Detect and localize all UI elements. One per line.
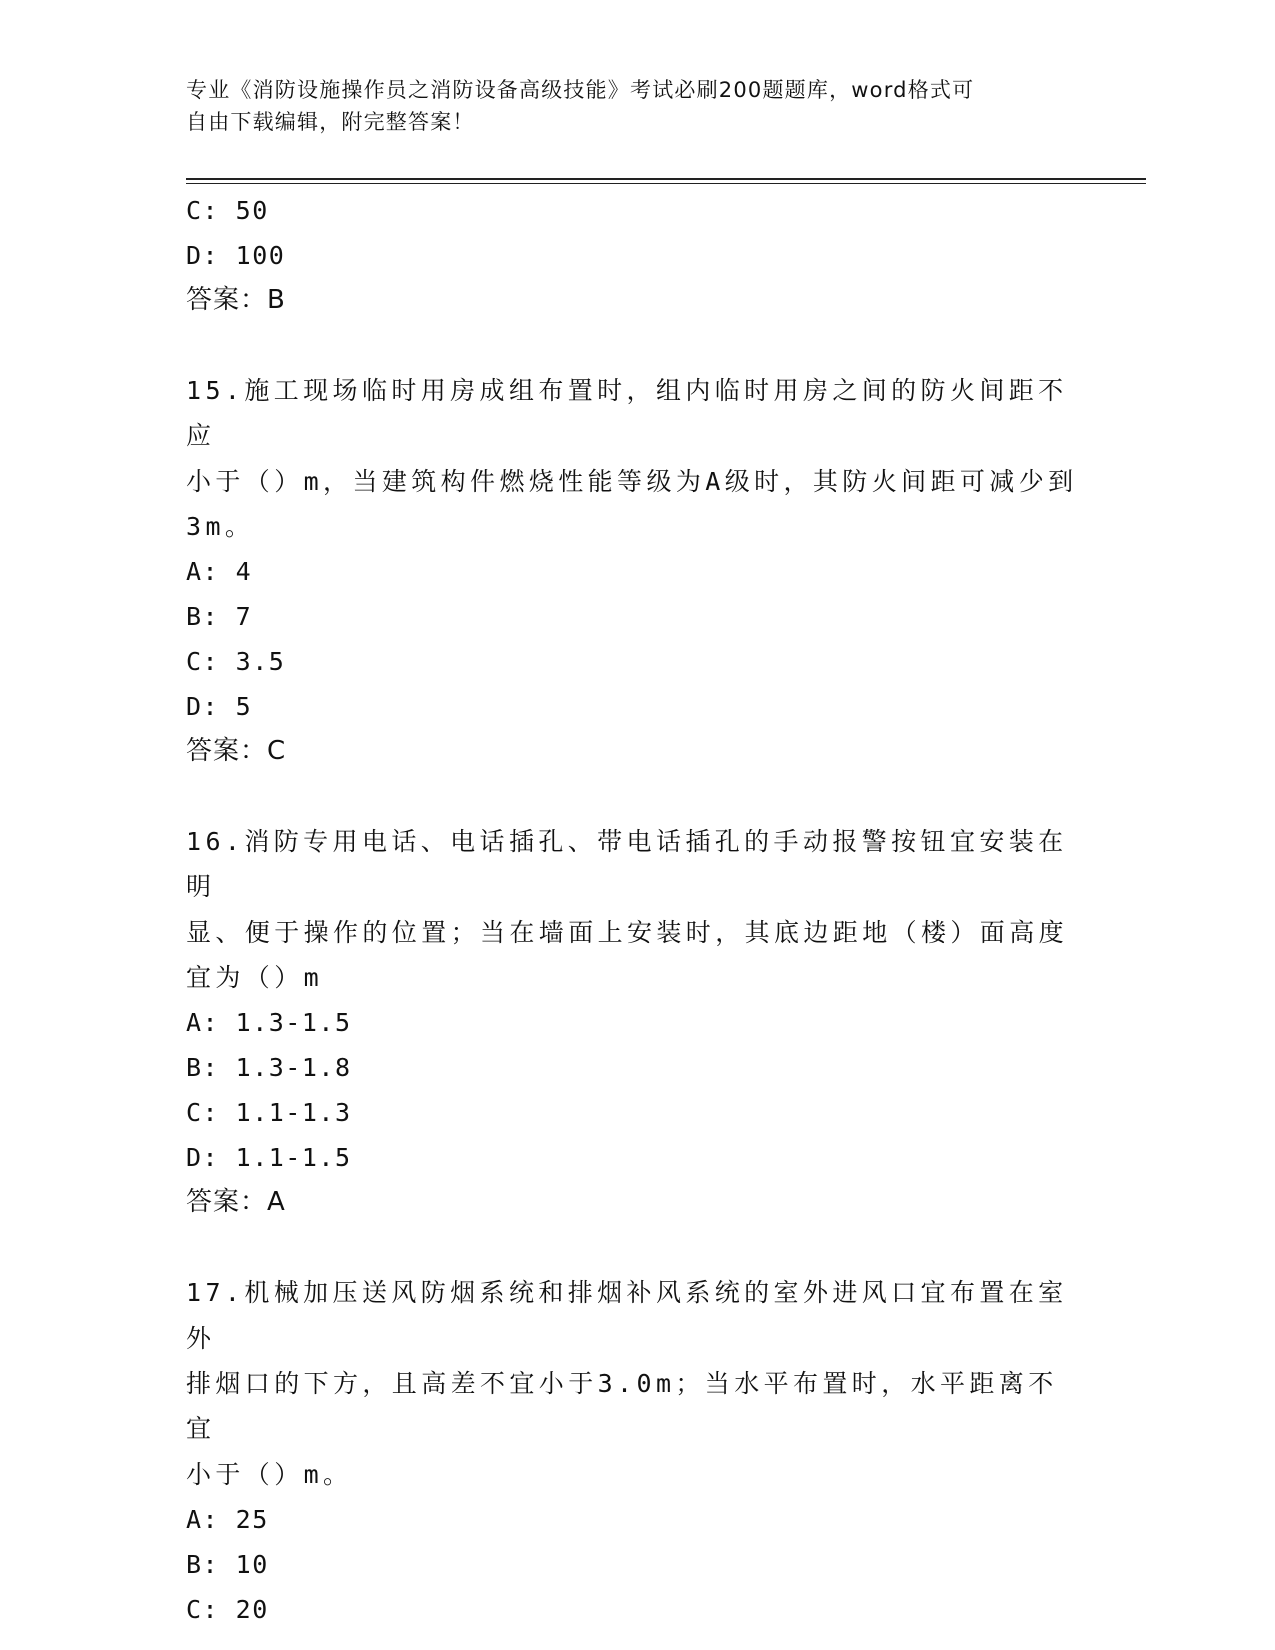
header-line-2: 自由下载编辑，附完整答案！ [186, 110, 475, 134]
question-text [186, 1270, 1086, 1496]
question-text-line: 排烟口的下方，且高差不宜小于3.0m；当水平布置时，水平距离不宜 [186, 1368, 1058, 1444]
question-text-line: 3m。 [186, 511, 255, 541]
question-17 [186, 1270, 1086, 1631]
option-c: C: 3.5 [186, 647, 286, 677]
document-header [186, 74, 1086, 138]
previous-question-tail [186, 188, 1086, 323]
option-d: D: 1.1-1.5 [186, 1143, 352, 1173]
question-text [186, 368, 1086, 549]
answer-line: 答案：B [186, 285, 286, 315]
answer-line: 答案：A [186, 1187, 286, 1218]
question-text-line: 小于（）m，当建筑构件燃烧性能等级为A级时，其防火间距可减少到 [186, 466, 1078, 496]
option-c: C: 50 [186, 196, 269, 225]
option-c: C: 20 [186, 1594, 269, 1624]
option-b: B: 10 [186, 1549, 269, 1579]
question-text-line: 显、便于操作的位置；当在墙面上安装时，其底边距地（楼）面高度 [186, 917, 1069, 947]
question-16 [186, 819, 1086, 1225]
option-a: A: 25 [186, 1504, 269, 1534]
question-text [186, 819, 1086, 1000]
question-15 [186, 368, 1086, 774]
answer-line: 答案：C [186, 736, 287, 767]
header-divider-thick [186, 178, 1146, 180]
question-text-line: 宜为（）m [186, 963, 324, 993]
option-a: A: 1.3-1.5 [186, 1008, 352, 1038]
question-text-line: 16.消防专用电话、电话插孔、带电话插孔的手动报警按钮宜安装在明 [186, 827, 1068, 902]
question-text-line: 小于（）m。 [186, 1459, 353, 1489]
option-a: A: 4 [186, 557, 253, 587]
option-b: B: 1.3-1.8 [186, 1053, 352, 1083]
header-line-1: 专业《消防设施操作员之消防设备高级技能》考试必刷200题题库，word格式可 [186, 78, 975, 102]
question-text-line: 17.机械加压送风防烟系统和排烟补风系统的室外进风口宜布置在室外 [186, 1278, 1068, 1353]
document-content [186, 188, 1086, 1632]
header-divider-thin [186, 183, 1146, 184]
option-c: C: 1.1-1.3 [186, 1098, 352, 1128]
option-d: D: 5 [186, 692, 253, 722]
option-b: B: 7 [186, 602, 253, 632]
question-text-line: 15.施工现场临时用房成组布置时，组内临时用房之间的防火间距不应 [186, 376, 1068, 451]
option-d: D: 100 [186, 241, 286, 270]
